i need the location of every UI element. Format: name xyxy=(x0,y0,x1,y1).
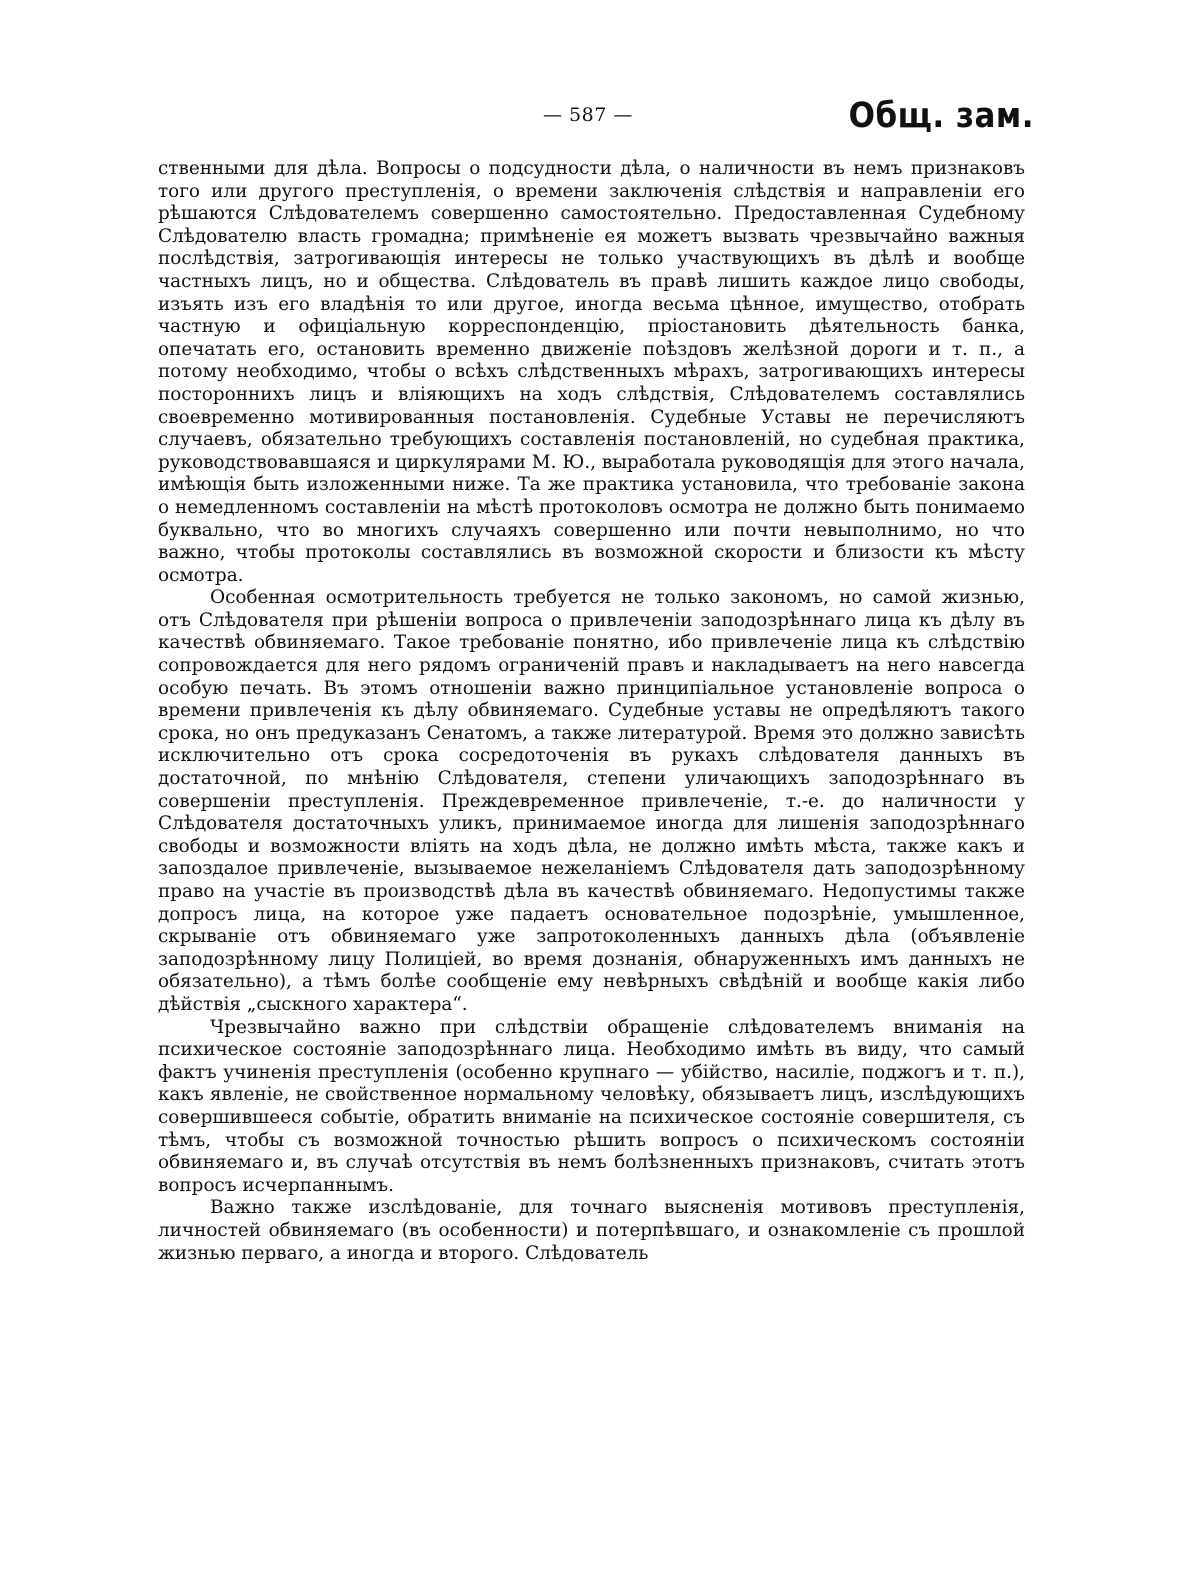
page-header xyxy=(158,95,1034,146)
page-number: — 587 — xyxy=(543,104,633,126)
paragraph: Чрезвычайно важно при слѣдствіи обращеніе слѣдователемъ вниманія на психическое состояніе заподозрѣннаго лица. Необходимо имѣть въ виду, что самый фактъ учиненія преступленія (особенно крупнаго — убійство, насиліе, поджогъ и т. п.), какъ явленіе, не свойственное нормальному человѣку, обязываетъ лицъ, изслѣдующихъ совершившееся событіе, обратить вниманіе на психическое состояніе совершителя, съ тѣмъ, чтобы съ возможной точностью рѣшить вопросъ о психическомъ состояніи обвиняемаго и, въ случаѣ отсутствія въ немъ болѣзненныхъ признаковъ, считать этотъ вопросъ исчерпаннымъ. xyxy=(158,1016,1025,1196)
paragraph: Важно также изслѣдованіе, для точнаго выясненія мотивовъ преступленія, личностей обвиняемаго (въ особенности) и потерпѣвшаго, и ознакомленіе съ прошлой жизнью перваго, а иногда и второго. Слѣдователь xyxy=(158,1197,1025,1264)
paragraph-continuation: ственными для дѣла. Вопросы о подсудности дѣла, о наличности въ немъ признаковъ того или другого преступленія, о времени заключенія слѣдствія и направленіи его рѣшаются Слѣдователемъ совершенно самостоятельно. Предоставленная Судебному Слѣдователю власть громадна; примѣненіе ея можетъ вызвать чрезвычайно важныя послѣдствія, затрогивающія интересы не только участвующихъ въ дѣлѣ и вообще частныхъ лицъ, но и общества. Слѣдователь въ правѣ лишить каждое лицо свободы, изъять изъ его владѣнія то или другое, иногда весьма цѣнное, имущество, отобрать частную и офиціальную корреспонденцію, пріостановить дѣятельность банка, опечатать его, остановить временно движеніе поѣздовъ желѣзной дороги и т. п., а потому необходимо, чтобы о всѣхъ слѣдственныхъ мѣрахъ, затрогивающихъ интересы постороннихъ лицъ и вліяющихъ на ходъ слѣдствія, Слѣдователемъ составлялись своевременно мотивированныя постановленія. Судебные Уставы не перечисляютъ случаевъ, обязательно требующихъ составленія постановленій, но судебная практика, руководствовавшаяся и циркулярами М. Ю., выработала руководящія для этого начала, имѣющія быть изложенными ниже. Та же практика установила, что требованіе закона о немедленномъ составленіи на мѣстѣ протоколовъ осмотра не должно быть понимаемо буквально, что во многихъ случаяхъ совершенно или почти невыполнимо, но что важно, чтобы протоколы составлялись въ возможной скорости и близости къ мѣсту осмотра. xyxy=(158,158,1025,586)
body-text xyxy=(158,158,1025,1265)
section-mark: Общ. зам. xyxy=(848,95,1034,136)
paragraph: Особенная осмотрительность требуется не только закономъ, но самой жизнью, отъ Слѣдователя при рѣшеніи вопроса о привлеченіи заподозрѣннаго лица къ дѣлу въ качествѣ обвиняемаго. Такое требованіе понятно, ибо привлеченіе лица къ слѣдствію сопровождается для него рядомъ ограниченій правъ и накладываетъ на него навсегда особую печать. Въ этомъ отношеніи важно принципіальное установленіе вопроса о времени привлеченія къ дѣлу обвиняемаго. Судебные уставы не опредѣляютъ такого срока, но онъ предуказанъ Сенатомъ, а также литературой. Время это должно зависѣть исключительно отъ срока сосредоточенія въ рукахъ слѣдователя данныхъ въ достаточной, по мнѣнію Слѣдователя, степени уличающихъ заподозрѣннаго въ совершеніи преступленія. Преждевременное привлеченіе, т.-е. до наличности у Слѣдователя достаточныхъ уликъ, принимаемое иногда для лишенія заподозрѣннаго свободы и возможности вліять на ходъ дѣла, не должно имѣть мѣста, также какъ и запоздалое привлеченіе, вызываемое нежеланіемъ Слѣдователя дать заподозрѣнному право на участіе въ производствѣ дѣла въ качествѣ обвиняемаго. Недопустимы также допросъ лица, на которое уже падаетъ основательное подозрѣніе, умышленное, скрываніе отъ обвиняемаго уже запротоколенныхъ данныхъ дѣла (объявленіе заподозрѣнному лицу Полиціей, во время дознанія, обнаруженныхъ имъ данныхъ не обязательно), а тѣмъ болѣе сообщеніе ему невѣрныхъ свѣдѣній и вообще какія либо дѣйствія „сыскного характера“. xyxy=(158,587,1025,1015)
